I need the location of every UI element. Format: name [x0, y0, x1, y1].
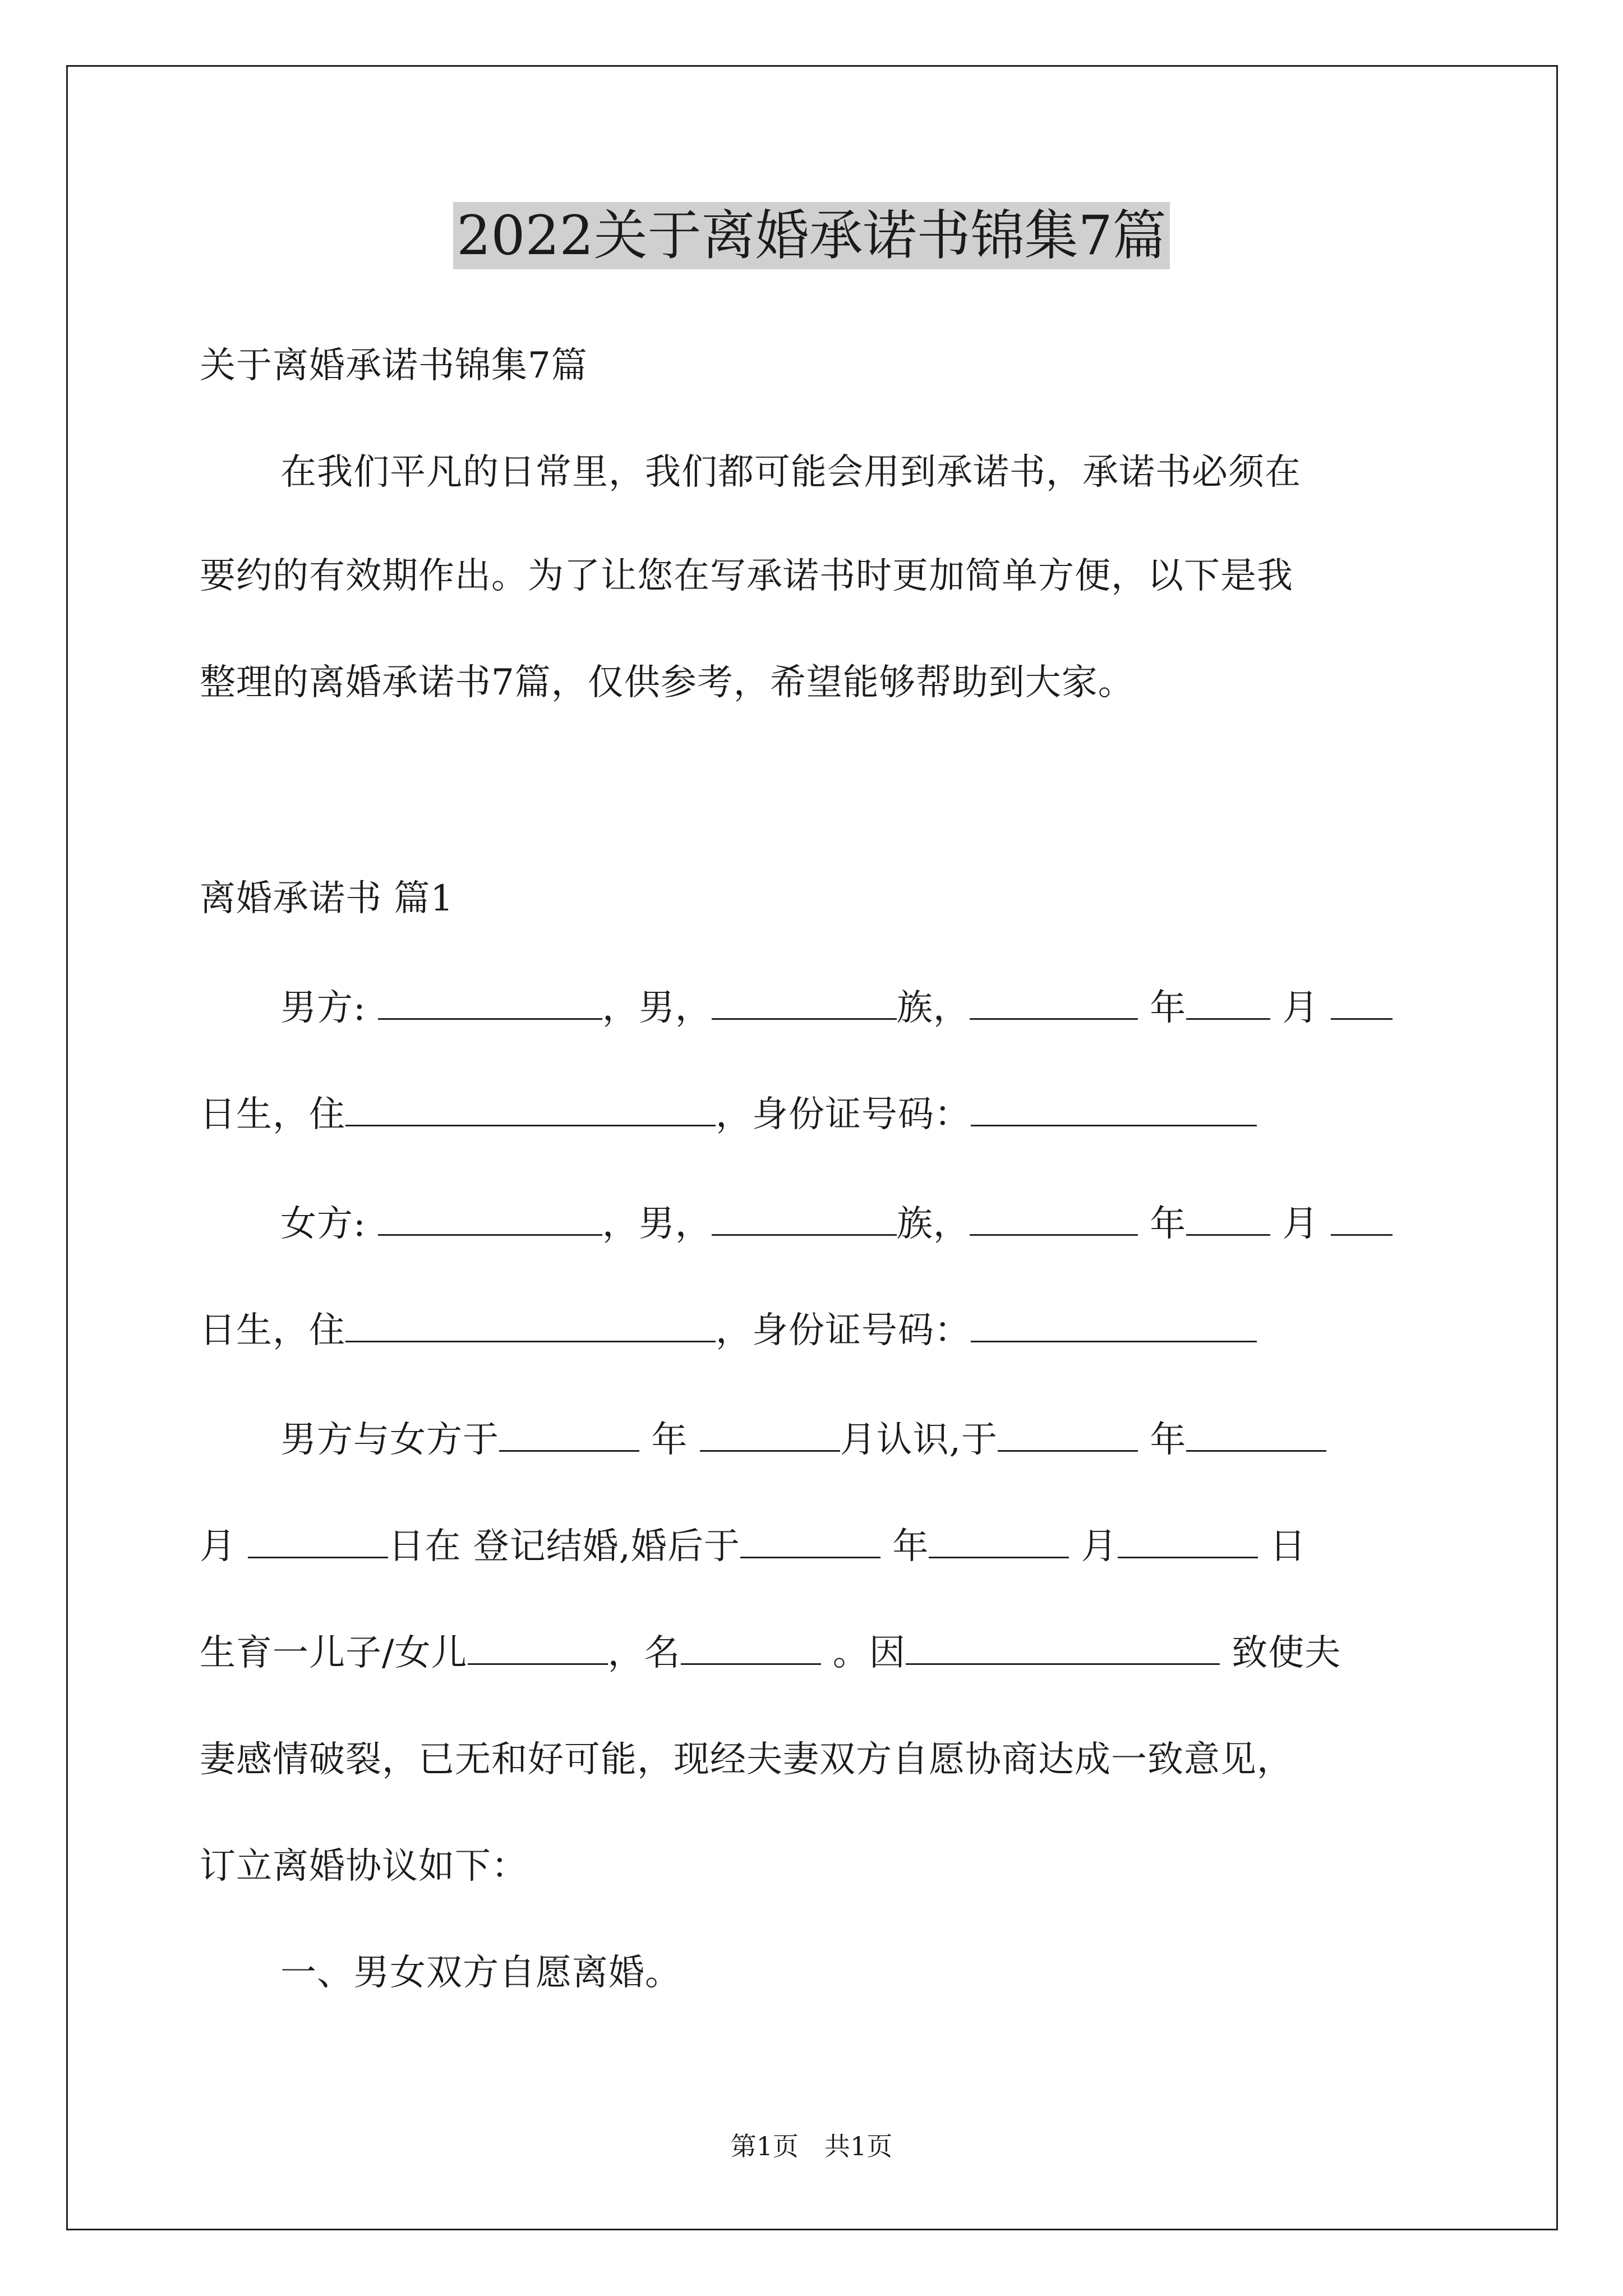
male-address-blank[interactable]: [345, 1093, 716, 1126]
body-text: 。因: [832, 1632, 906, 1674]
reason-blank[interactable]: [906, 1632, 1220, 1665]
document-title: 2022关于离婚承诺书锦集7篇: [0, 196, 1623, 275]
female-sex: ，男，: [602, 1203, 712, 1245]
body-text: 年: [651, 1419, 688, 1461]
body-line-3: [200, 1624, 1341, 1676]
body-line-5: 订立离婚协议如下：: [200, 1846, 528, 1887]
male-ethnic-blank[interactable]: [712, 987, 897, 1020]
male-name-blank[interactable]: [378, 987, 602, 1020]
female-id-blank[interactable]: [971, 1309, 1257, 1342]
female-month: 月: [1282, 1203, 1319, 1245]
intro-line-2: 要约的有效期作出。为了让您在写承诺书时更加简单方便，以下是我: [200, 555, 1293, 597]
male-sex: ，男，: [602, 987, 712, 1029]
child-name-blank[interactable]: [681, 1632, 821, 1665]
intro-line-1: 在我们平凡的日常里，我们都可能会用到承诺书，承诺书必须在: [280, 452, 1301, 493]
page-footer: 第1页 共1页: [730, 2131, 893, 2161]
body-text: 月: [200, 1526, 236, 1567]
male-ethnic: 族，: [896, 987, 970, 1029]
body-line-2: [200, 1517, 1306, 1569]
child-blank[interactable]: [468, 1632, 608, 1665]
male-info-line-1: [280, 979, 1393, 1030]
body-line-1: [280, 1411, 1326, 1462]
birth-year-blank[interactable]: [740, 1525, 880, 1558]
female-address-blank[interactable]: [345, 1309, 716, 1342]
female-info-line-2: [200, 1301, 1257, 1353]
body-text: 生育一儿子/女儿: [200, 1632, 468, 1674]
male-day-born: 日生，住: [200, 1094, 345, 1135]
body-text: 月: [1081, 1526, 1118, 1567]
body-text: ，名: [607, 1632, 681, 1674]
female-ethnic-blank[interactable]: [712, 1203, 897, 1236]
female-year-blank[interactable]: [970, 1203, 1138, 1236]
section-heading: 离婚承诺书 篇1: [200, 878, 454, 919]
male-label: 男方:: [280, 987, 366, 1029]
male-info-line-2: [200, 1085, 1257, 1137]
body-text: 男方与女方于: [280, 1419, 499, 1461]
body-text: 日: [1270, 1526, 1307, 1567]
intro-line-3: 整理的离婚承诺书7篇，仅供参考，希望能够帮助到大家。: [200, 662, 1135, 703]
meet-year-blank[interactable]: [499, 1419, 639, 1452]
meet-month-blank[interactable]: [700, 1419, 840, 1452]
female-label: 女方:: [280, 1203, 366, 1245]
body-text: 月认识,于: [840, 1419, 998, 1461]
female-day-blank[interactable]: [1331, 1203, 1393, 1236]
marry-year-blank[interactable]: [998, 1419, 1138, 1452]
male-month: 月: [1282, 987, 1319, 1029]
female-month-blank[interactable]: [1186, 1203, 1270, 1236]
body-text: 日在 登记结婚,婚后于: [388, 1526, 741, 1567]
clause-1: 一、男女双方自愿离婚。: [280, 1952, 681, 1994]
female-day-born: 日生，住: [200, 1310, 345, 1351]
document-subtitle: 关于离婚承诺书锦集7篇: [200, 345, 588, 386]
birth-month-blank[interactable]: [929, 1525, 1069, 1558]
female-id: ，身份证号码：: [716, 1310, 971, 1351]
male-year-blank[interactable]: [970, 987, 1138, 1020]
male-id-blank[interactable]: [971, 1093, 1257, 1126]
page-border: [66, 65, 1558, 2230]
female-name-blank[interactable]: [378, 1203, 602, 1236]
male-day-blank[interactable]: [1331, 987, 1393, 1020]
male-month-blank[interactable]: [1186, 987, 1270, 1020]
male-id: ，身份证号码：: [716, 1094, 971, 1135]
birth-day-blank[interactable]: [1118, 1525, 1258, 1558]
male-year: 年: [1150, 987, 1187, 1029]
female-year: 年: [1150, 1203, 1187, 1245]
body-text: 年: [892, 1526, 929, 1567]
marry-day-blank[interactable]: [248, 1525, 388, 1558]
female-ethnic: 族，: [896, 1203, 970, 1245]
body-line-4: 妻感情破裂，已无和好可能，现经夫妻双方自愿协商达成一致意见，: [200, 1739, 1293, 1780]
marry-month-blank-a[interactable]: [1186, 1419, 1326, 1452]
female-info-line-1: [280, 1195, 1393, 1246]
body-text: 年: [1150, 1419, 1187, 1461]
body-text: 致使夫: [1232, 1632, 1341, 1674]
